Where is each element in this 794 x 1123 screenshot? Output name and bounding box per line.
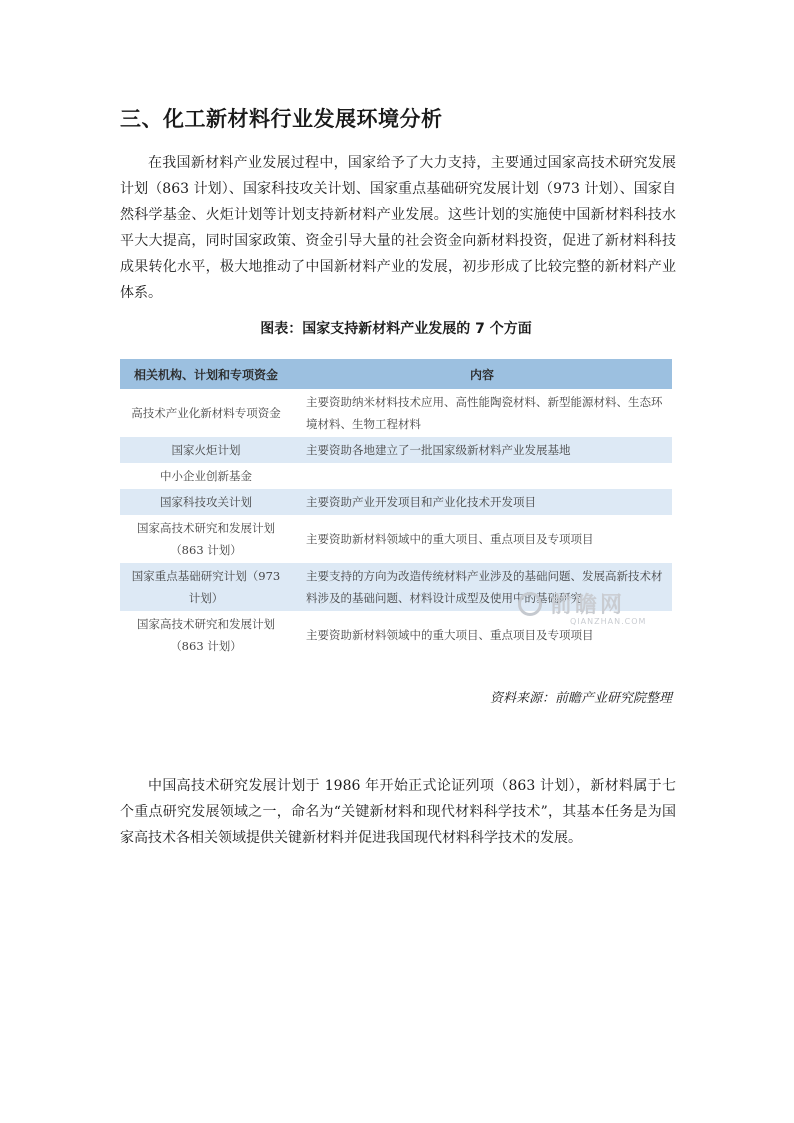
watermark-subtext: QIANZHAN.COM — [570, 617, 647, 626]
cell-content: 主要支持的方向为改造传统材料产业涉及的基础问题、发展高新技术材料涉及的基础问题、材料设计成型及使用中的基础研究 — [292, 563, 672, 611]
cell-content: 主要资助纳米材料技术应用、高性能陶瓷材料、新型能源材料、生态环境材料、生物工程材料 — [306, 395, 663, 431]
section-heading: 三、化工新材料行业发展环境分析 — [120, 107, 443, 131]
header-org: 相关机构、计划和专项资金 — [120, 359, 292, 389]
table-row — [120, 611, 672, 659]
watermark-text: 前瞻网 — [550, 593, 626, 618]
support-table — [120, 359, 672, 659]
cell-org: 国家科技攻关计划 — [120, 489, 292, 515]
cell-content: 主要资助新材料领域中的重大项目、重点项目及专项项目 — [306, 628, 594, 642]
cell-org: 高技术产业化新材料专项资金 — [131, 406, 281, 420]
body-paragraph: 中国高技术研究发展计划于 1986 年开始正式论证列项（863 计划），新材料属于七个重点研究发展领域之一，命名为“关键新材料和现代材料科学技术”，其基本任务是为国家高技术各相关领域提供关键新材料并促进我国现代材料科学技术的发展。 — [120, 778, 676, 846]
cell-content: 主要资助各地建立了一批国家级新材料产业发展基地 — [292, 437, 672, 463]
table-row — [120, 463, 672, 489]
cell-org: 国家高技术研究和发展计划（863 计划） — [137, 521, 275, 557]
header-content: 内容 — [292, 359, 672, 389]
table-row — [120, 515, 672, 563]
cell-content: 主要资助产业开发项目和产业化技术开发项目 — [292, 489, 672, 515]
cell-org: 国家高技术研究和发展计划（863 计划） — [137, 617, 275, 653]
table-caption: 图表：国家支持新材料产业发展的 7 个方面 — [260, 321, 532, 337]
table-row — [120, 389, 672, 437]
cell-content — [292, 463, 672, 489]
cell-org: 中小企业创新基金 — [160, 469, 252, 483]
source-note: 资料来源：前瞻产业研究院整理 — [489, 691, 672, 706]
intro-paragraph: 在我国新材料产业发展过程中，国家给予了大力支持，主要通过国家高技术研究发展计划（863 计划）、国家科技攻关计划、国家重点基础研究发展计划（973 计划）、国家自然科学基金、火炬计划等计划支持新材料产业发展。这些计划的实施使中国新材料科技水平大大提高，同时国家政策、资金引导大量的社会资金向新材料投资，促进了新材料科技成果转化水平，极大地推动了中国新材料产业的发展，初步形成了比较完整的新材料产业体系。 — [120, 155, 676, 301]
table-row — [120, 489, 672, 515]
table-row — [120, 437, 672, 463]
cell-org: 国家重点基础研究计划（973 计划） — [120, 563, 292, 611]
table-header-row — [120, 359, 672, 389]
cell-org: 国家火炬计划 — [120, 437, 292, 463]
cell-content: 主要资助新材料领域中的重大项目、重点项目及专项项目 — [306, 532, 594, 546]
table-row — [120, 563, 672, 611]
